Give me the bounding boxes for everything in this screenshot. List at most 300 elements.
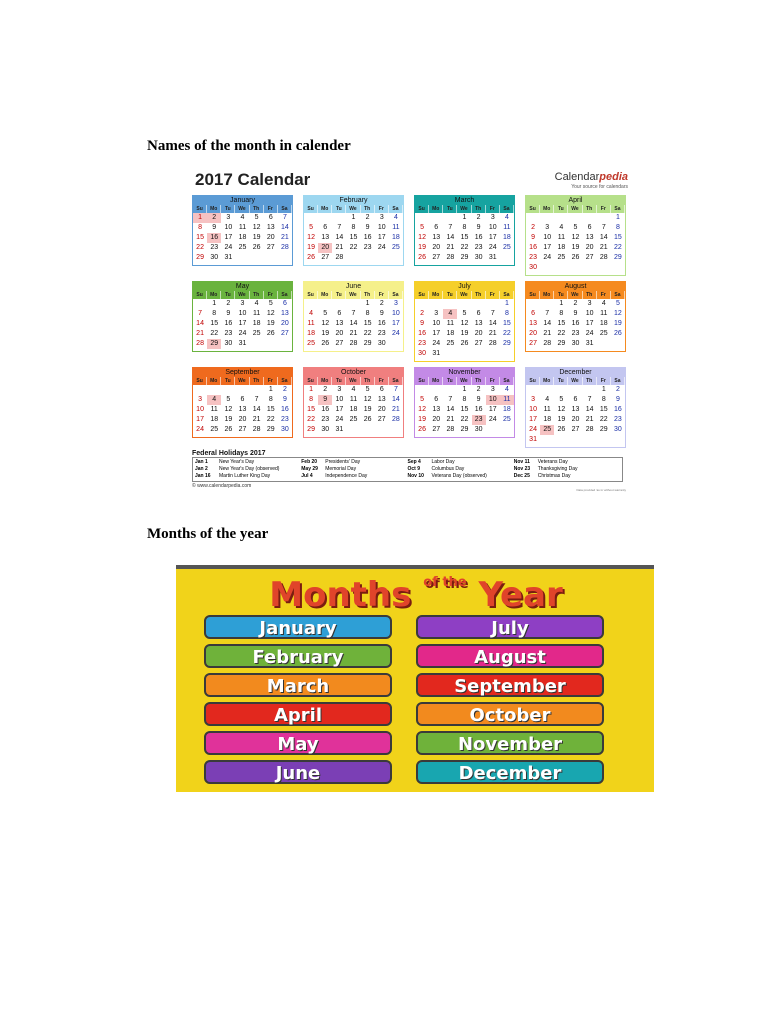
day-cell: 10	[392, 310, 400, 317]
empty-day	[346, 299, 360, 309]
day-cell: 13	[321, 234, 330, 241]
day-cell: 31	[432, 350, 441, 357]
day-cell: 16	[207, 233, 221, 243]
month-name: November	[415, 368, 514, 377]
day-cell: 18	[307, 330, 315, 337]
day-cell: 21	[446, 416, 455, 423]
month-march	[414, 195, 515, 266]
day-cell: 2	[531, 224, 536, 231]
day-cell: 18	[557, 244, 566, 251]
day-cell: 31	[529, 436, 537, 443]
day-cell: 17	[238, 320, 247, 327]
weekday-label: Su	[526, 291, 540, 299]
holiday-name: Veterans Day	[537, 459, 568, 465]
day-cell: 30	[321, 426, 330, 433]
day-cell: 3	[490, 386, 495, 393]
weekday-header	[415, 377, 514, 385]
day-cell: 23	[321, 416, 330, 423]
day-cell: 12	[557, 406, 566, 413]
day-cell: 29	[363, 340, 372, 347]
weekday-header	[526, 377, 625, 385]
weekday-label: We	[568, 377, 582, 385]
day-cell: 4	[240, 214, 245, 221]
day-cell: 24	[488, 416, 497, 423]
day-cell: 19	[252, 234, 261, 241]
day-cell: 1	[462, 386, 467, 393]
empty-day	[332, 299, 346, 309]
day-cell: 6	[337, 310, 342, 317]
empty-day	[526, 299, 540, 309]
day-cell: 10	[486, 395, 500, 405]
day-cell: 17	[377, 234, 386, 241]
holiday-date: Nov 23	[513, 466, 531, 472]
day-cell: 26	[266, 330, 275, 337]
month-name: August	[526, 282, 625, 291]
day-cell: 11	[392, 224, 400, 231]
day-cell: 1	[268, 386, 273, 393]
month-name: February	[304, 196, 403, 205]
day-cell: 4	[207, 395, 221, 405]
month-name: January	[193, 196, 292, 205]
day-cell: 17	[488, 406, 497, 413]
day-cell: 17	[196, 416, 204, 423]
day-cell: 11	[238, 224, 247, 231]
empty-day	[554, 213, 568, 223]
calendar-site-credit: © www.calendarpedia.com	[192, 483, 252, 489]
holiday-name: Thanksgiving Day	[537, 466, 578, 472]
day-cell: 26	[460, 340, 469, 347]
weekday-label: We	[457, 377, 471, 385]
day-cell: 28	[335, 254, 344, 261]
month-name: May	[193, 282, 292, 291]
day-cell: 4	[309, 310, 314, 317]
federal-holiday-item	[514, 473, 620, 480]
weekday-label: Mo	[318, 205, 332, 213]
weekday-label: Th	[361, 291, 375, 299]
empty-day	[597, 213, 611, 223]
day-cell: 13	[474, 320, 483, 327]
month-october	[303, 367, 404, 438]
day-cell: 2	[420, 310, 425, 317]
day-grid	[526, 299, 625, 351]
day-cell: 25	[392, 244, 400, 251]
day-cell: 23	[281, 416, 289, 423]
day-cell: 14	[335, 234, 344, 241]
day-cell: 20	[238, 416, 247, 423]
day-cell: 25	[503, 244, 511, 251]
poster-month-august: August	[416, 644, 604, 668]
day-cell: 19	[224, 416, 233, 423]
poster-month-september: September	[416, 673, 604, 697]
day-cell: 22	[196, 244, 204, 251]
day-cell: 15	[349, 234, 358, 241]
day-cell: 3	[490, 214, 495, 221]
day-cell: 18	[599, 320, 608, 327]
weekday-label: Tu	[221, 205, 235, 213]
day-cell: 15	[210, 320, 219, 327]
weekday-header	[526, 205, 625, 213]
day-cell: 9	[212, 224, 217, 231]
day-cell: 24	[238, 330, 247, 337]
day-cell: 6	[323, 224, 328, 231]
day-cell: 9	[573, 310, 578, 317]
day-cell: 25	[503, 416, 511, 423]
weekday-label: Fr	[264, 377, 278, 385]
empty-day	[526, 385, 540, 395]
day-cell: 12	[418, 234, 426, 241]
federal-holiday-item	[514, 466, 620, 473]
day-cell: 28	[599, 254, 608, 261]
day-cell: 14	[281, 224, 289, 231]
day-cell: 2	[282, 386, 287, 393]
day-cell: 24	[196, 426, 204, 433]
day-cell: 15	[307, 406, 315, 413]
empty-day	[568, 213, 582, 223]
day-cell: 23	[363, 244, 372, 251]
day-cell: 30	[474, 254, 483, 261]
weekday-label: Su	[526, 377, 540, 385]
day-cell: 24	[488, 244, 497, 251]
day-cell: 22	[557, 330, 566, 337]
day-cell: 3	[434, 310, 439, 317]
weekday-label: Th	[361, 377, 375, 385]
day-cell: 26	[571, 254, 580, 261]
day-cell: 30	[529, 264, 537, 271]
empty-day	[568, 385, 582, 395]
empty-day	[472, 299, 486, 309]
weekday-label: Tu	[221, 291, 235, 299]
day-cell: 28	[543, 340, 552, 347]
weekday-label: Su	[415, 377, 429, 385]
day-cell: 19	[418, 244, 426, 251]
day-cell: 28	[446, 426, 455, 433]
day-cell: 12	[224, 406, 233, 413]
poster-month-may: May	[204, 731, 392, 755]
day-cell: 9	[615, 396, 620, 403]
weekday-label: Mo	[429, 291, 443, 299]
empty-day	[415, 385, 429, 395]
day-cell: 12	[571, 234, 580, 241]
day-cell: 17	[488, 234, 497, 241]
day-cell: 28	[392, 416, 400, 423]
empty-day	[193, 385, 207, 395]
day-cell: 23	[614, 416, 622, 423]
weekday-label: Th	[583, 377, 597, 385]
empty-day	[443, 299, 457, 309]
day-cell: 23	[529, 254, 537, 261]
day-cell: 5	[226, 396, 231, 403]
empty-day	[443, 213, 457, 223]
day-cell: 7	[601, 224, 606, 231]
day-cell: 26	[307, 254, 315, 261]
federal-holiday-item	[514, 459, 620, 466]
empty-day	[429, 213, 443, 223]
day-cell: 15	[266, 406, 275, 413]
day-cell: 5	[365, 386, 370, 393]
day-cell: 19	[614, 320, 622, 327]
day-cell: 15	[363, 320, 372, 327]
day-cell: 11	[446, 320, 454, 327]
weekday-label: Th	[361, 205, 375, 213]
day-cell: 12	[321, 320, 330, 327]
day-cell: 1	[601, 386, 606, 393]
poster-title-of-the: of the	[423, 575, 467, 590]
day-cell: 22	[460, 416, 469, 423]
day-cell: 19	[321, 330, 330, 337]
empty-day	[540, 385, 554, 395]
day-cell: 27	[238, 426, 247, 433]
day-cell: 27	[321, 254, 330, 261]
day-cell: 16	[363, 234, 372, 241]
holiday-date: May 29	[301, 466, 318, 472]
day-cell: 25	[557, 254, 566, 261]
weekday-label: Th	[583, 205, 597, 213]
day-cell: 22	[503, 330, 511, 337]
day-cell: 26	[321, 340, 330, 347]
empty-day	[235, 385, 249, 395]
weekday-label: Mo	[540, 205, 554, 213]
poster-title-year: Year	[478, 575, 563, 615]
day-cell: 8	[365, 310, 370, 317]
day-cell: 20	[571, 416, 580, 423]
month-name: April	[526, 196, 625, 205]
day-cell: 12	[252, 224, 261, 231]
brand-name-b: pedia	[599, 171, 628, 183]
day-cell: 27	[432, 254, 441, 261]
empty-day	[318, 213, 332, 223]
month-november	[414, 367, 515, 438]
day-cell: 12	[460, 320, 469, 327]
holiday-name: Independence Day	[325, 473, 368, 479]
federal-holiday-item	[195, 466, 301, 473]
day-cell: 13	[432, 234, 441, 241]
month-december	[525, 367, 626, 448]
day-cell: 10	[585, 310, 594, 317]
day-cell: 3	[226, 214, 231, 221]
day-cell: 15	[196, 234, 204, 241]
poster-month-february: February	[204, 644, 392, 668]
day-cell: 26	[363, 416, 372, 423]
weekday-label: Tu	[554, 205, 568, 213]
day-cell: 30	[474, 426, 483, 433]
day-cell: 18	[543, 416, 552, 423]
day-cell: 15	[460, 406, 469, 413]
weekday-label: Mo	[540, 291, 554, 299]
weekday-label: Fr	[597, 377, 611, 385]
empty-day	[540, 299, 554, 309]
day-cell: 8	[504, 310, 509, 317]
weekday-label: Th	[472, 377, 486, 385]
day-cell: 9	[365, 224, 370, 231]
day-cell: 12	[418, 406, 426, 413]
day-cell: 10	[335, 396, 344, 403]
day-cell: 18	[392, 234, 400, 241]
weekday-label: Tu	[332, 377, 346, 385]
month-september	[192, 367, 293, 438]
day-cell: 20	[585, 244, 594, 251]
day-cell: 11	[252, 310, 261, 317]
day-cell: 22	[210, 330, 219, 337]
weekday-header	[304, 205, 403, 213]
month-february	[303, 195, 404, 266]
weekday-label: Th	[583, 291, 597, 299]
day-cell: 3	[531, 396, 536, 403]
day-grid	[193, 385, 292, 437]
empty-day	[429, 299, 443, 309]
day-cell: 29	[503, 340, 511, 347]
day-cell: 13	[529, 320, 537, 327]
holiday-name: Memorial Day	[325, 466, 357, 472]
weekday-label: Sa	[278, 205, 292, 213]
weekday-header	[193, 291, 292, 299]
weekday-label: Sa	[611, 291, 625, 299]
day-cell: 27	[281, 330, 289, 337]
month-name: December	[526, 368, 625, 377]
day-cell: 10	[488, 224, 497, 231]
day-cell: 2	[365, 214, 370, 221]
day-cell: 6	[268, 214, 273, 221]
weekday-label: Fr	[486, 205, 500, 213]
day-cell: 29	[614, 254, 622, 261]
day-cell: 24	[585, 330, 594, 337]
weekday-label: Mo	[207, 377, 221, 385]
day-cell: 22	[307, 416, 315, 423]
day-cell: 1	[212, 300, 217, 307]
weekday-label: Th	[472, 205, 486, 213]
day-cell: 18	[503, 406, 511, 413]
day-cell: 21	[349, 330, 358, 337]
day-cell: 2	[207, 213, 221, 223]
empty-day	[486, 299, 500, 309]
weekday-label: Tu	[443, 291, 457, 299]
day-cell: 20	[432, 416, 441, 423]
weekday-label: Sa	[278, 377, 292, 385]
day-cell: 4	[504, 214, 509, 221]
day-cell: 8	[351, 224, 356, 231]
day-cell: 22	[614, 244, 622, 251]
day-cell: 7	[448, 224, 453, 231]
day-cell: 17	[335, 406, 344, 413]
day-cell: 22	[599, 416, 608, 423]
empty-day	[207, 385, 221, 395]
day-cell: 28	[196, 340, 204, 347]
day-cell: 21	[585, 416, 594, 423]
holiday-date: Oct 9	[407, 466, 421, 472]
day-cell: 13	[377, 396, 386, 403]
weekday-label: We	[346, 205, 360, 213]
day-cell: 23	[474, 244, 483, 251]
day-cell: 9	[476, 224, 481, 231]
day-cell: 5	[309, 224, 314, 231]
day-cell: 26	[418, 426, 426, 433]
day-cell: 2	[476, 386, 481, 393]
holiday-name: Veterans Day (observed)	[431, 473, 487, 479]
day-cell: 12	[614, 310, 622, 317]
day-cell: 23	[472, 415, 486, 425]
calendar-image	[190, 165, 634, 495]
empty-day	[583, 385, 597, 395]
day-cell: 7	[337, 224, 342, 231]
day-cell: 28	[446, 254, 455, 261]
day-cell: 5	[420, 396, 425, 403]
weekday-label: Mo	[207, 205, 221, 213]
poster-month-january: January	[204, 615, 392, 639]
day-cell: 18	[210, 416, 219, 423]
day-cell: 5	[420, 224, 425, 231]
weekday-label: Tu	[554, 291, 568, 299]
day-cell: 29	[460, 426, 469, 433]
calendar-heading: Names of the month in calender	[147, 138, 351, 154]
weekday-label: Su	[304, 205, 318, 213]
day-cell: 27	[529, 340, 537, 347]
day-cell: 16	[571, 320, 580, 327]
holiday-date: Nov 10	[407, 473, 424, 479]
poster-month-december: December	[416, 760, 604, 784]
weekday-label: Mo	[429, 205, 443, 213]
weekday-label: Th	[250, 377, 264, 385]
day-cell: 15	[460, 234, 469, 241]
day-cell: 10	[238, 310, 247, 317]
holiday-name: Labor Day	[431, 459, 455, 465]
day-cell: 2	[379, 300, 384, 307]
empty-day	[457, 299, 471, 309]
day-cell: 24	[224, 244, 233, 251]
weekday-label: Su	[304, 291, 318, 299]
day-cell: 5	[559, 396, 564, 403]
day-cell: 28	[585, 426, 594, 433]
weekday-label: We	[457, 291, 471, 299]
day-cell: 12	[363, 396, 372, 403]
empty-day	[221, 385, 235, 395]
day-cell: 4	[254, 300, 259, 307]
weekday-label: Fr	[375, 205, 389, 213]
day-cell: 10	[432, 320, 441, 327]
weekday-label: Sa	[389, 205, 403, 213]
day-cell: 25	[307, 340, 315, 347]
poster-month-october: October	[416, 702, 604, 726]
month-name: March	[415, 196, 514, 205]
day-cell: 16	[529, 244, 537, 251]
day-cell: 28	[252, 426, 261, 433]
weekday-label: We	[235, 205, 249, 213]
weekday-label: Fr	[597, 291, 611, 299]
federal-holidays-title: Federal Holidays 2017	[192, 450, 266, 457]
weekday-label: Fr	[264, 205, 278, 213]
day-cell: 2	[323, 386, 328, 393]
day-cell: 8	[268, 396, 273, 403]
empty-day	[583, 213, 597, 223]
weekday-label: Su	[193, 291, 207, 299]
day-cell: 17	[432, 330, 441, 337]
day-cell: 17	[585, 320, 594, 327]
day-cell: 14	[252, 406, 261, 413]
weekday-label: Su	[193, 205, 207, 213]
weekday-label: Tu	[332, 205, 346, 213]
day-cell: 19	[557, 416, 566, 423]
month-august	[525, 281, 626, 352]
weekday-label: Mo	[429, 377, 443, 385]
month-name: October	[304, 368, 403, 377]
day-cell: 25	[599, 330, 608, 337]
day-cell: 8	[615, 224, 620, 231]
day-cell: 5	[573, 224, 578, 231]
day-cell: 18	[349, 406, 358, 413]
day-cell: 3	[198, 396, 203, 403]
empty-day	[304, 213, 318, 223]
holiday-name: New Year's Day (observed)	[219, 466, 280, 472]
holiday-name: Martin Luther King Day	[219, 473, 271, 479]
day-cell: 17	[392, 320, 400, 327]
